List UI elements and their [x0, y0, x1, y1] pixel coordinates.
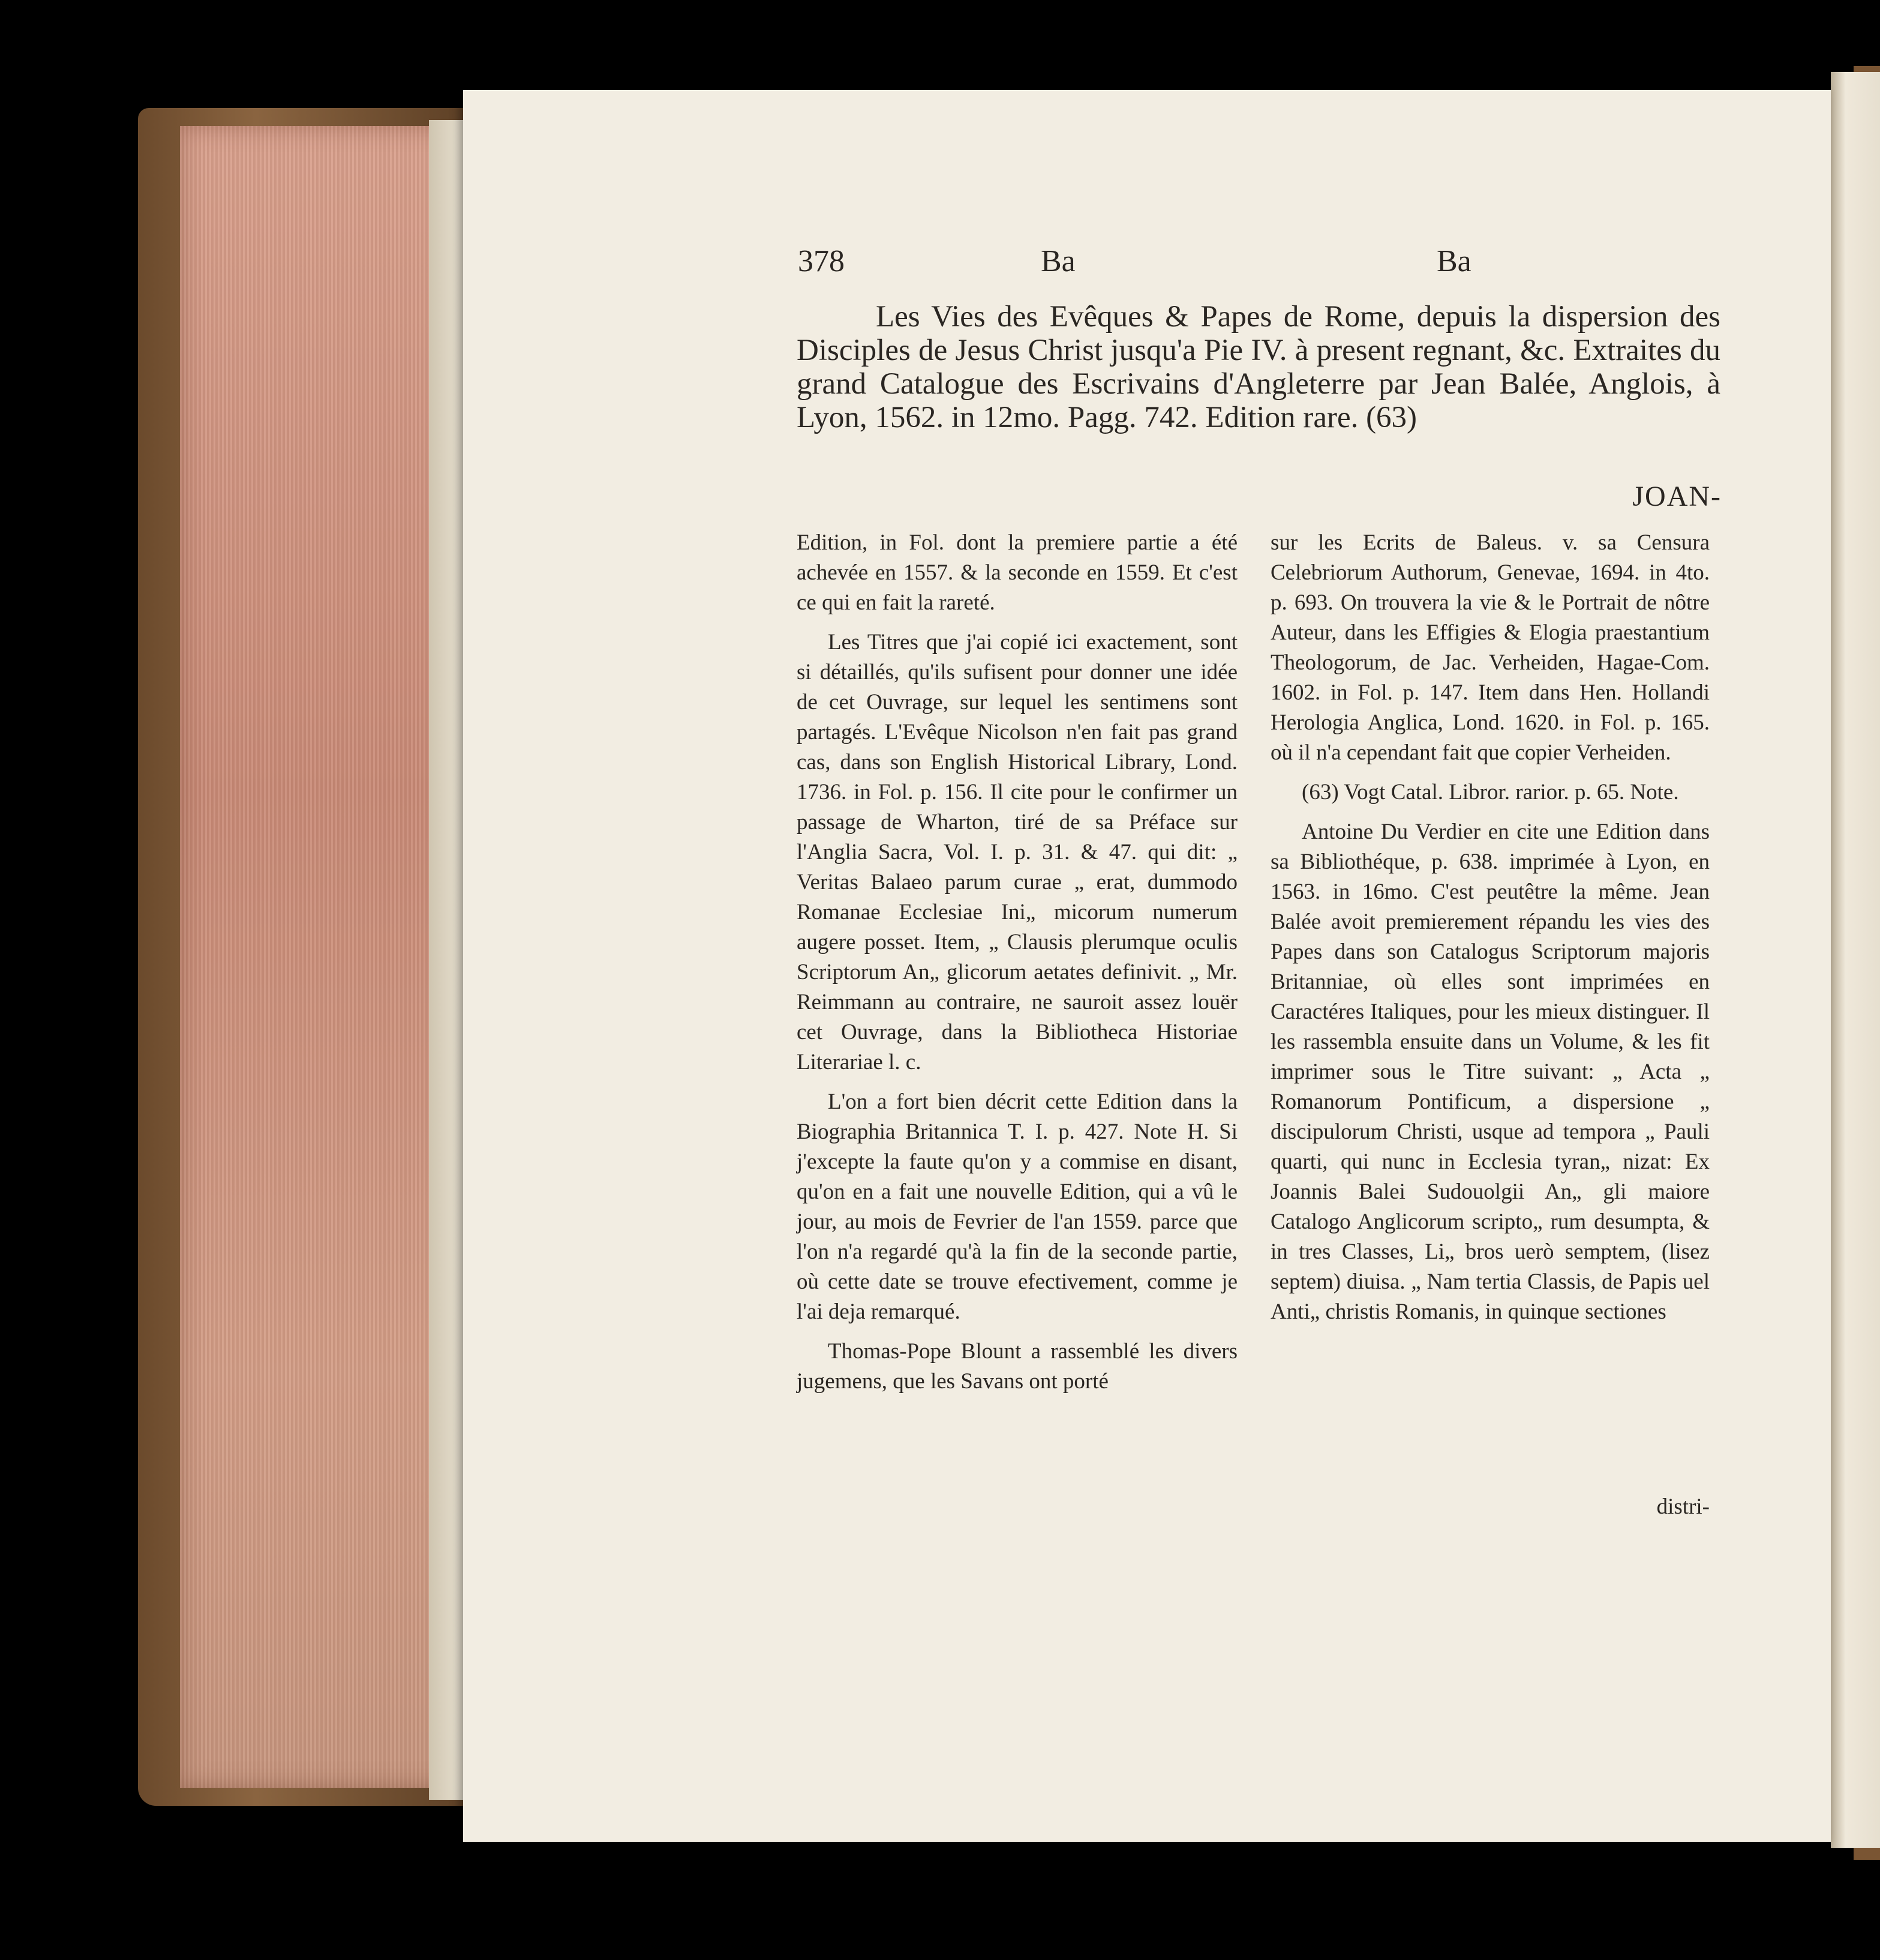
- facing-page-edge: [1831, 72, 1880, 1848]
- left-column: [797, 528, 1238, 1406]
- right-column: [1271, 528, 1710, 1337]
- left-paragraph-4: Thomas-Pope Blount a rassemblé les divers jugemens, que les Savans ont porté: [797, 1339, 1238, 1394]
- right-paragraph-1: sur les Ecrits de Baleus. v. sa Censura Celebriorum Authorum, Genevae, 1694. in 4to. p. 693. On trouvera la vie & le Portrait de nôtre Auteur, dans les Effigies & Elogia praestantium Theologorum, de Jac. Verheiden, Hagae-Com. 1602. in Fol. p. 147. Item dans Hen. Hollandi Herologia Anglica, Lond. 1620. in Fol. p. 165. où il n'a cependant fait que copier Verheiden.: [1271, 530, 1710, 765]
- catchword-bottom: distri-: [1656, 1494, 1710, 1519]
- running-head-left: Ba: [1041, 244, 1076, 278]
- left-paragraph-2: Les Titres que j'ai copié ici exactement, sont si détaillés, qu'ils sufisent pour donner une idée de cet Ouvrage, sur lequel les sentimens sont partagés. L'Evêque Nicolson n'en fait pas grand cas, dans son English Historical Library, Lond. 1736. in Fol. p. 156. Il cite pour le confirmer un passage de Wharton, tiré de sa Préface sur l'Anglia Sacra, Vol. I. p. 31. & 47. qui dit: „ Veritas Balaeo parum curae „ erat, dummodo Romanae Ecclesiae Ini„ micorum numerum augere posset. Item, „ Clausis plerumque oculis Scriptorum An„ glicorum aetates definivit. „ Mr. Reimmann au contraire, ne sauroit assez louër cet Ouvrage, dans la Bibliotheca Historiae Literariae l. c.: [797, 630, 1238, 1074]
- page-number: 378: [798, 244, 845, 278]
- red-sprinkled-page-edges: [180, 126, 462, 1788]
- title-entry: [797, 300, 1720, 434]
- title-entry-text: Les Vies des Evêques & Papes de Rome, depuis la dispersion des Disciples de Jesus Christ jusqu'a Pie IV. à present regnant, &c. Extraites du grand Catalogue des Escrivains d'Angleterre par Jean Balée, Anglois, à Lyon, 1562. in 12mo. Pagg. 742. Edition rare. (63): [797, 300, 1720, 434]
- footnote-63: (63) Vogt Catal. Libror. rarior. p. 65. Note.: [1302, 780, 1679, 805]
- left-paragraph-1: Edition, in Fol. dont la premiere partie a été achevée en 1557. & la seconde en 1559. Et c'est ce qui en fait la rareté.: [797, 530, 1238, 615]
- page-edge-fold: [429, 120, 465, 1800]
- right-paragraph-3: Antoine Du Verdier en cite une Edition dans sa Bibliothéque, p. 638. imprimée à Lyon, en 1563. in 16mo. C'est peutêtre la même. Jean Balée avoit premierement répandu les vies des Papes dans son Catalogus Scriptorum majoris Britanniae, où elles sont imprimées en Caractéres Italiques, pour les mieux distinguer. Il les rassembla ensuite dans un Volume, & les fit imprimer sous le Titre suivant: „ Acta „ Romanorum Pontificum, a dispersione „ discipulorum Christi, usque ad tempora „ Pauli quarti, qui nunc in Ecclesia tyran„ nizat: Ex Joannis Balei Sudouolgii An„ gli maiore Catalogo Anglicorum scripto„ rum desumpta, & in tres Classes, Li„ bros uerò semptem, (lisez septem) diuisa. „ Nam tertia Classis, de Papis uel Anti„ christis Romanis, in quinque sectiones: [1271, 820, 1710, 1324]
- catchword-top: JOAN-: [1632, 481, 1722, 512]
- running-head-right: Ba: [1437, 244, 1471, 278]
- left-paragraph-3: L'on a fort bien décrit cette Edition dans la Biographia Britannica T. I. p. 427. Note H. Si j'excepte la faute qu'on y a commise en disant, qu'on en a fait une nouvelle Edition, qui a vû le jour, au mois de Fevrier de l'an 1559. parce que l'on n'a regardé qu'à la fin de la seconde partie, où cette date se trouve efectivement, comme je l'ai deja remarqué.: [797, 1089, 1238, 1324]
